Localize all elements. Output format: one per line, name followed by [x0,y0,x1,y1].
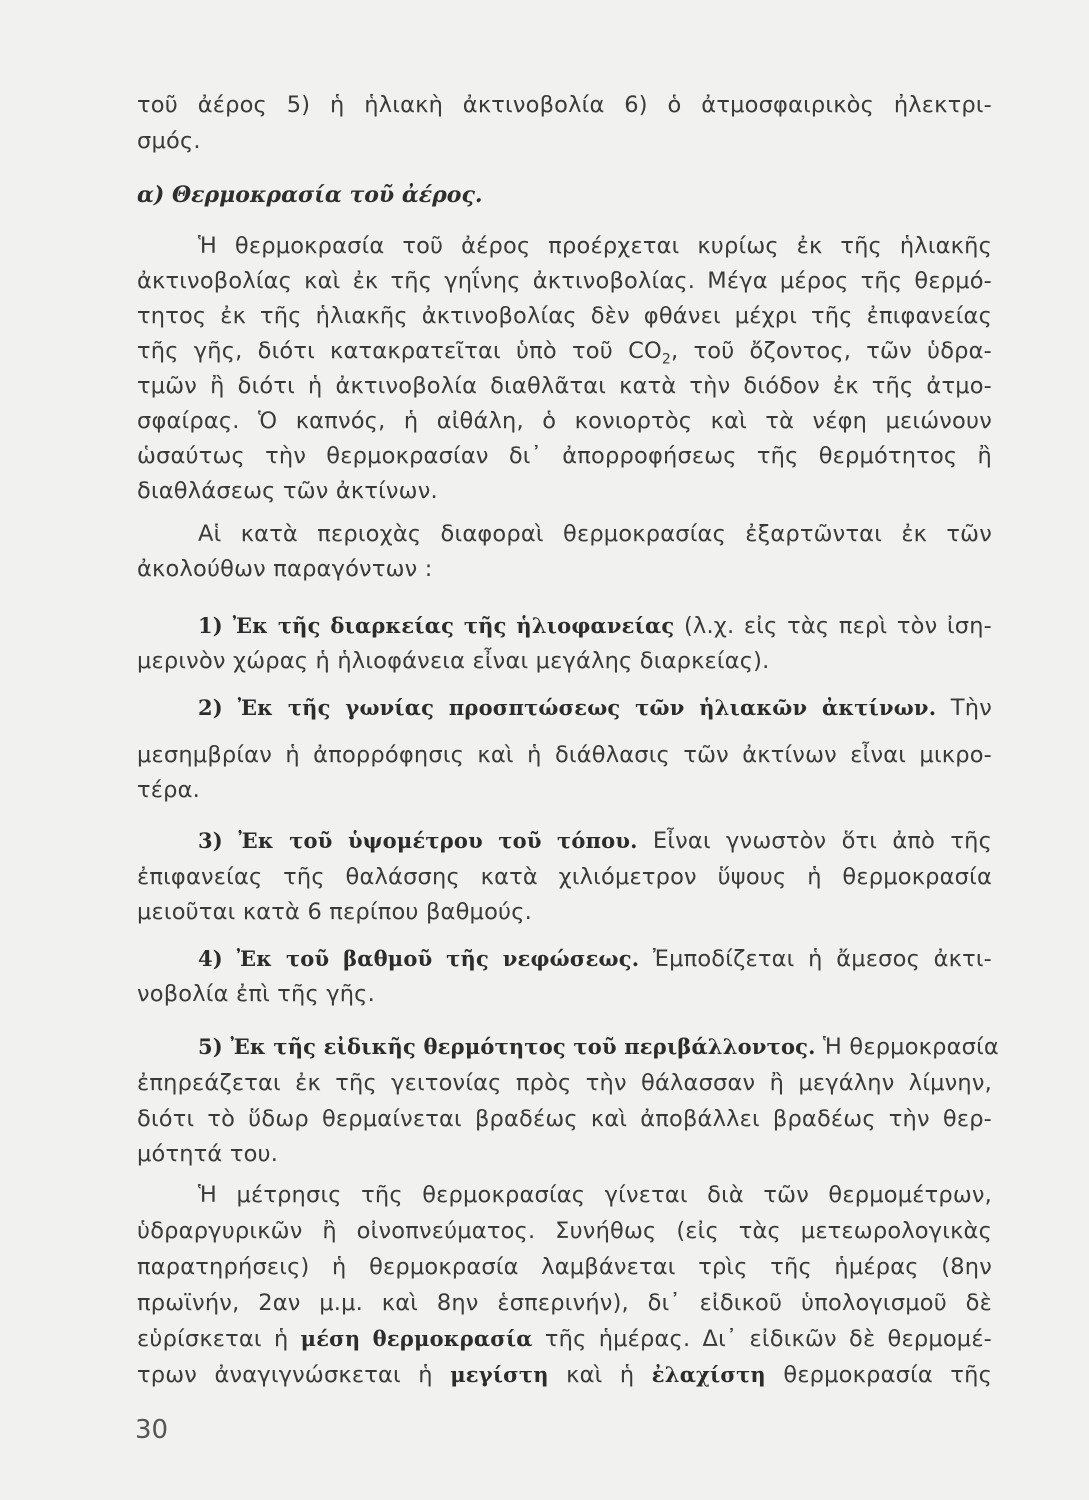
list-item-first-line: 1) Ἐκ τῆς διαρκείας τῆς ἡλιοφανείας (λ.χ. εἰς τὰς περὶ τὸν ἰση- [198,613,992,639]
list-item-line: διότι τὸ ὕδωρ θερμαίνεται βραδέως καὶ ἀποβάλλει βραδέως τὴν θερ- [137,1106,992,1132]
section-heading: α) Θερμοκρασία τοῦ ἀέρος. [137,182,483,208]
paragraph-line: Ἡ μέτρησις τῆς θερμοκρασίας γίνεται διὰ τῶν θερμομέτρων, [198,1182,992,1208]
list-item-first-line: 2) Ἐκ τῆς γωνίας προσπτώσεως τῶν ἡλιακῶν ἀκτίνων. Τὴν [198,695,992,721]
text-line: τοῦ ἀέρος 5) ἡ ἡλιακὴ ἀκτινοβολία 6) ὁ ἀτμοσφαιρικὸς ἠλεκτρι- [137,92,992,118]
paragraph-line: ὡσαύτως τὴν θερμοκρασίαν δι᾽ ἀπορροφήσεως τῆς θερμότητος ἢ [137,443,992,469]
paragraph-line: σφαίρας. Ὁ καπνός, ἡ αἰθάλη, ὁ κονιορτὸς καὶ τὰ νέφη μειώνουν [137,408,992,434]
list-item-line: νοβολία ἐπὶ τῆς γῆς. [137,981,375,1007]
paragraph-line: διαθλάσεως τῶν ἀκτίνων. [137,478,438,504]
list-item-line: ἐπηρεάζεται ἐκ τῆς γειτονίας πρὸς τὴν θάλασσαν ἢ μεγάλην λίμνην, [137,1070,992,1096]
paragraph-line: ἀκολούθων παραγόντων : [137,556,433,582]
paragraph-line: ὑδραργυρικῶν ἢ οἰνοπνεύματος. Συνήθως (εἰς τὰς μετεωρολογικὰς [137,1218,992,1244]
list-item-first-line: 3) Ἐκ τοῦ ὑψομέτρου τοῦ τόπου. Εἶναι γνωστὸν ὅτι ἀπὸ τῆς [198,828,992,854]
list-item-line: μότητά του. [137,1141,279,1167]
paragraph-line: πρωϊνήν, 2αν μ.μ. καὶ 8ην ἑσπερινήν), δι᾽ εἰδικοῦ ὑπολογισμοῦ δὲ [137,1290,992,1316]
paragraph-line: παρατηρήσεις) ἡ θερμοκρασία λαμβάνεται τρὶς τῆς ἡμέρας (8ην [137,1254,992,1280]
paragraph-line: Αἱ κατὰ περιοχὰς διαφοραὶ θερμοκρασίας ἐξαρτῶνται ἐκ τῶν [198,521,992,547]
page-number: 30 [135,1415,169,1445]
paragraph-line: τρων ἀναγιγνώσκεται ἡ μεγίστη καὶ ἡ ἐλαχίστη θερμοκρασία τῆς [137,1362,992,1388]
paragraph-line: Ἡ θερμοκρασία τοῦ ἀέρος προέρχεται κυρίως ἐκ τῆς ἡλιακῆς [198,233,992,259]
list-item-line: μερινὸν χώρας ἡ ἡλιοφάνεια εἶναι μεγάλης διαρκείας). [137,648,770,674]
list-item-first-line: 5) Ἐκ τῆς εἰδικῆς θερμότητος τοῦ περιβάλλοντος. Ἡ θερμοκρασία [198,1034,999,1060]
paragraph-line: τμῶν ἢ διότι ἡ ἀκτινοβολία διαθλᾶται κατὰ τὴν διόδον ἐκ τῆς ἀτμο- [137,373,992,399]
paragraph-line: τητος ἐκ τῆς ἡλιακῆς ἀκτινοβολίας δὲν φθάνει μέχρι τῆς ἐπιφανείας [137,303,992,329]
paragraph-line: εὑρίσκεται ἡ μέση θερμοκρασία τῆς ἡμέρας. Δι᾽ εἰδικῶν δὲ θερμομέ- [137,1326,993,1352]
text-line: σμός. [137,128,201,154]
list-item-line: μειοῦται κατὰ 6 περίπου βαθμούς. [137,899,533,925]
list-item-line: ἐπιφανείας τῆς θαλάσσης κατὰ χιλιόμετρον ὕψους ἡ θερμοκρασία [137,864,992,890]
paragraph-line: ἀκτινοβολίας καὶ ἐκ τῆς γηΐνης ἀκτινοβολίας. Μέγα μέρος τῆς θερμό- [137,268,992,294]
list-item-line: τέρα. [137,777,200,803]
list-item-line: μεσημβρίαν ἡ ἀπορρόφησις καὶ ἡ διάθλασις τῶν ἀκτίνων εἶναι μικρο- [137,742,992,768]
list-item-first-line: 4) Ἐκ τοῦ βαθμοῦ τῆς νεφώσεως. Ἐμποδίζεται ἡ ἄμεσος ἀκτι- [198,946,992,972]
paragraph-line: τῆς γῆς, διότι κατακρατεῖται ὑπὸ τοῦ $CO_2$, τοῦ ὄζοντος, τῶν ὑδρα- [137,338,992,368]
